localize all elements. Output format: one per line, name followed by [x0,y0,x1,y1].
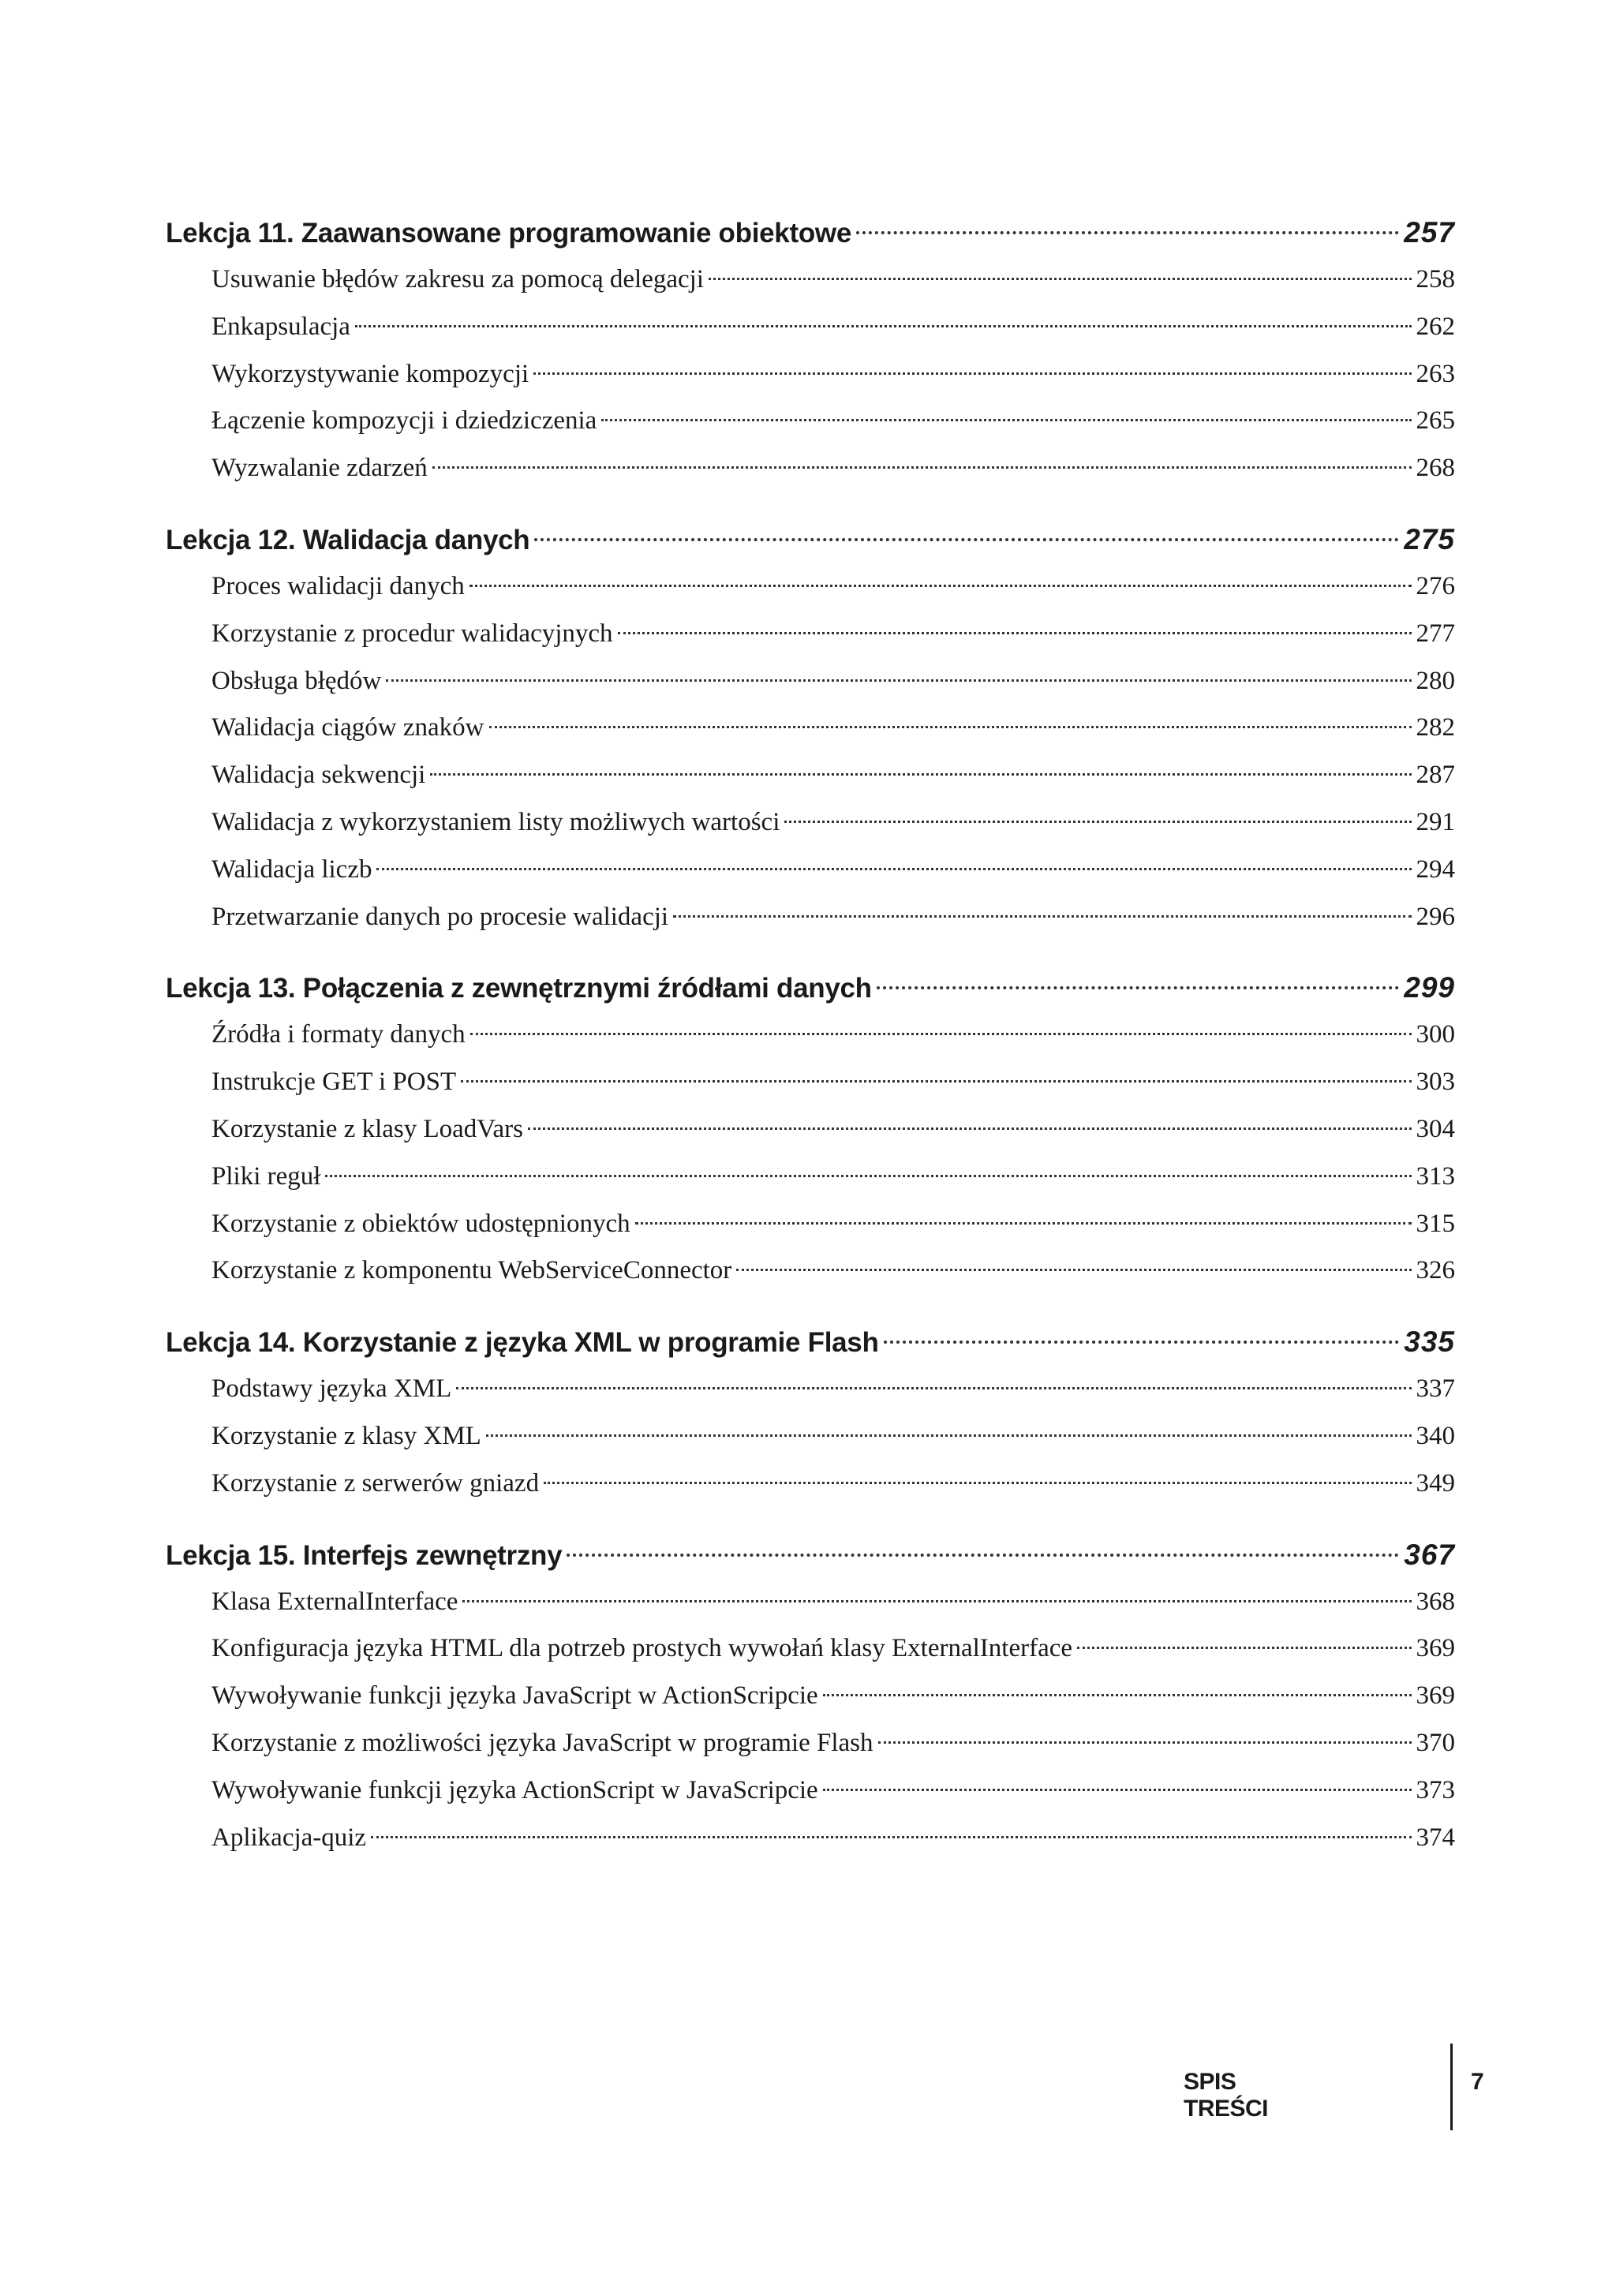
chapter-title: Lekcja 15. Interfejs zewnętrzny [166,1539,563,1571]
dot-leader [456,1387,1411,1389]
entry-title: Korzystanie z obiektów udostępnionych [211,1209,630,1238]
entry-page-number: 374 [1416,1823,1455,1852]
entry-page-number: 294 [1416,854,1455,884]
dot-leader [823,1789,1412,1791]
toc-entry [166,611,1455,658]
entry-page-number: 370 [1416,1728,1455,1757]
toc-entry [166,1579,1455,1626]
toc-entry [166,1413,1455,1460]
dot-leader [673,915,1411,918]
dot-leader [784,821,1411,823]
dot-leader [533,372,1411,375]
chapter-page-number: 299 [1404,971,1455,1004]
dot-leader [386,679,1411,682]
entry-page-number: 369 [1416,1681,1455,1711]
toc-entry [166,304,1455,351]
entry-page-number: 263 [1416,359,1455,388]
chapter-heading-row [166,1531,1455,1579]
entry-title: Konfiguracja języka HTML dla potrzeb prostych wywołań klasy ExternalInterface [211,1634,1073,1663]
dot-leader [489,726,1412,728]
entry-title: Pliki reguł [211,1161,321,1191]
entry-page-number: 280 [1416,666,1455,695]
entry-title: Wywoływanie funkcji języka JavaScript w ActionScripcie [211,1681,818,1711]
dot-leader [877,986,1400,989]
entry-title: Wykorzystywanie kompozycji [211,359,529,388]
entry-page-number: 304 [1416,1114,1455,1143]
dot-leader [470,1033,1412,1035]
toc-entry [166,1201,1455,1248]
page-footer [1184,2044,1499,2130]
entry-page-number: 326 [1416,1256,1455,1285]
entry-page-number: 262 [1416,312,1455,341]
dot-leader [430,773,1411,776]
chapter-title: Lekcja 12. Walidacja danych [166,524,530,555]
entry-title: Korzystanie z możliwości języka JavaScript w programie Flash [211,1728,873,1757]
entry-title: Walidacja ciągów znaków [211,713,484,742]
entry-title: Źródła i formaty danych [211,1020,466,1049]
table-of-contents [166,209,1455,1861]
dot-leader [371,1836,1411,1838]
entry-page-number: 291 [1416,807,1455,836]
entry-page-number: 303 [1416,1068,1455,1097]
chapter-heading-row [166,964,1455,1012]
entry-page-number: 368 [1416,1587,1455,1616]
entry-page-number: 287 [1416,761,1455,790]
entry-title: Klasa ExternalInterface [211,1587,458,1616]
entry-title: Korzystanie z klasy XML [211,1421,481,1450]
toc-entry [166,1059,1455,1106]
entry-title: Proces walidacji danych [211,571,465,600]
dot-leader [462,1600,1411,1602]
toc-entry [166,1012,1455,1059]
entry-title: Podstawy języka XML [211,1374,452,1404]
entry-page-number: 276 [1416,571,1455,600]
dot-leader [544,1482,1411,1484]
toc-entry [166,1154,1455,1201]
entry-title: Obsługa błędów [211,666,382,695]
toc-chapter [166,1318,1455,1507]
dot-leader [376,868,1411,870]
page-number: 7 [1471,2069,1484,2095]
dot-leader [528,1127,1412,1130]
entry-title: Wywoływanie funkcji języka ActionScript w JavaScripcie [211,1775,818,1804]
chapter-heading-row [166,209,1455,256]
dot-leader [567,1554,1399,1557]
entry-page-number: 296 [1416,902,1455,931]
entry-title: Walidacja liczb [211,854,372,884]
toc-entry [166,799,1455,847]
entry-page-number: 315 [1416,1209,1455,1238]
dot-leader [534,538,1399,541]
entry-title: Korzystanie z serwerów gniazd [211,1468,540,1498]
entry-title: Instrukcje GET i POST [211,1068,457,1097]
entry-page-number: 277 [1416,619,1455,648]
toc-entry [166,658,1455,705]
dot-leader [469,585,1412,587]
entry-title: Korzystanie z procedur walidacyjnych [211,619,613,648]
toc-entry [166,445,1455,492]
dot-leader [884,1341,1400,1344]
entry-page-number: 369 [1416,1634,1455,1663]
dot-leader [709,278,1412,280]
toc-entry [166,894,1455,941]
dot-leader [432,466,1412,469]
toc-entry [166,398,1455,445]
toc-chapter [166,209,1455,492]
toc-entry [166,1625,1455,1673]
entry-title: Walidacja z wykorzystaniem listy możliwych wartości [211,807,780,836]
entry-title: Wyzwalanie zdarzeń [211,454,428,483]
toc-entry [166,847,1455,894]
running-footer-label: SPIS TREŚCI [1184,2069,1269,2122]
entry-page-number: 373 [1416,1775,1455,1804]
entry-title: Łączenie kompozycji i dziedziczenia [211,406,597,436]
entry-page-number: 340 [1416,1421,1455,1450]
toc-entry [166,752,1455,799]
dot-leader [856,231,1399,234]
toc-entry [166,705,1455,752]
entry-page-number: 265 [1416,406,1455,436]
entry-title: Korzystanie z komponentu WebServiceConnector [211,1256,732,1285]
dot-leader [601,419,1411,421]
dot-leader [736,1269,1411,1271]
chapter-page-number: 367 [1404,1538,1455,1571]
toc-chapter [166,1531,1455,1862]
toc-entry [166,563,1455,611]
dot-leader [635,1222,1412,1225]
chapter-title: Lekcja 14. Korzystanie z języka XML w programie Flash [166,1327,879,1359]
entry-title: Przetwarzanie danych po procesie walidacji [211,902,669,931]
toc-chapter [166,964,1455,1295]
toc-entry [166,351,1455,398]
toc-entry [166,1366,1455,1413]
chapter-title: Lekcja 13. Połączenia z zewnętrznymi źródłami danych [166,973,872,1004]
chapter-page-number: 275 [1404,522,1455,555]
footer-divider [1450,2044,1453,2130]
toc-chapter [166,516,1455,940]
toc-entry [166,1815,1455,1862]
dot-leader [823,1694,1412,1696]
dot-leader [618,632,1412,634]
toc-entry [166,1460,1455,1508]
dot-leader [325,1175,1411,1177]
entry-title: Enkapsulacja [211,312,350,341]
dot-leader [1077,1647,1411,1649]
dot-leader [878,1741,1412,1744]
entry-page-number: 258 [1416,265,1455,294]
entry-page-number: 282 [1416,713,1455,742]
dot-leader [355,325,1412,327]
chapter-title: Lekcja 11. Zaawansowane programowanie obiektowe [166,218,851,249]
toc-entry [166,1673,1455,1720]
entry-page-number: 349 [1416,1468,1455,1498]
entry-title: Walidacja sekwencji [211,761,426,790]
entry-page-number: 313 [1416,1161,1455,1191]
entry-title: Usuwanie błędów zakresu za pomocą delegacji [211,265,704,294]
toc-entry [166,256,1455,304]
entry-page-number: 300 [1416,1020,1455,1049]
chapter-heading-row [166,516,1455,563]
toc-entry [166,1106,1455,1154]
chapter-page-number: 257 [1404,216,1455,249]
dot-leader [486,1434,1412,1437]
toc-entry [166,1767,1455,1815]
chapter-heading-row [166,1318,1455,1366]
toc-entry [166,1720,1455,1767]
dot-leader [461,1080,1411,1083]
entry-page-number: 337 [1416,1374,1455,1404]
entry-title: Aplikacja-quiz [211,1823,367,1852]
entry-page-number: 268 [1416,454,1455,483]
toc-entry [166,1247,1455,1295]
chapter-page-number: 335 [1404,1326,1455,1359]
entry-title: Korzystanie z klasy LoadVars [211,1114,523,1143]
